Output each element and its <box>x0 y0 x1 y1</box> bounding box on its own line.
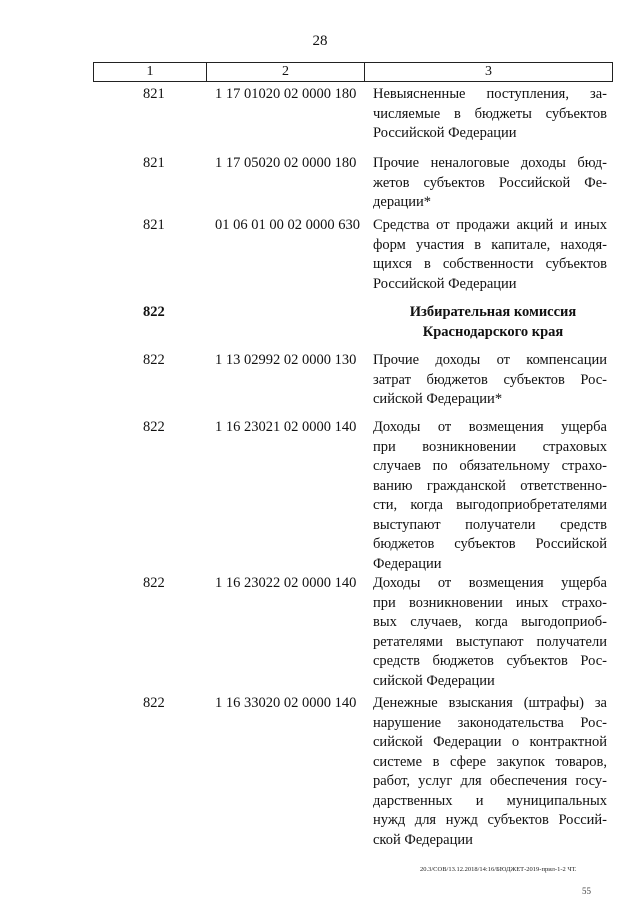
description-line: сийской Федерации о контрактной <box>373 734 607 750</box>
admin-code: 821 <box>143 86 165 102</box>
description-line: Российской Федерации <box>373 275 517 292</box>
admin-code: 822 <box>143 304 165 320</box>
description <box>373 694 607 850</box>
description-line: жетов субъектов Российской Фе- <box>373 174 607 191</box>
budget-code: 1 16 33020 02 0000 140 <box>215 695 357 711</box>
header-col-2: 2 <box>207 63 365 81</box>
description-line: средств бюджетов субъектов Рос- <box>373 653 607 669</box>
description-line: Денежные взыскания (штрафы) за <box>373 695 607 711</box>
description-line: сти, когда выгодоприобретателями <box>373 497 607 513</box>
description-line: работ, услуг для обеспечения госу- <box>373 773 607 789</box>
description-line: форм участия в капитале, находя- <box>373 236 607 253</box>
table-header <box>93 62 613 82</box>
page-number: 28 <box>312 33 328 49</box>
document-footer-code: 20.3/СОВ/13.12.2018/14:16/БЮДЖЕТ-2019-прил-1-2 ЧТ. <box>420 866 577 873</box>
description <box>373 351 607 410</box>
description-line: Доходы от возмещения ущерба <box>373 419 607 435</box>
section-heading <box>393 303 593 342</box>
description-line: ретателями выступают получатели <box>373 633 607 650</box>
description-line: при возникновении страховых <box>373 438 607 455</box>
description-line: при возникновении иных страхо- <box>373 594 607 611</box>
admin-code: 822 <box>143 352 165 368</box>
description-line: Прочие неналоговые доходы бюд- <box>373 155 607 171</box>
description-line: сийской Федерации <box>373 672 495 689</box>
description <box>373 574 607 691</box>
description-line: нарушение законодательства Рос- <box>373 714 607 731</box>
description-line: щихся в собственности субъектов <box>373 256 607 272</box>
budget-code: 1 13 02992 02 0000 130 <box>215 352 357 368</box>
description <box>373 418 607 574</box>
description-line: ской Федерации <box>373 831 473 848</box>
description <box>373 216 607 294</box>
budget-code: 1 16 23021 02 0000 140 <box>215 419 357 435</box>
description-line: Прочие доходы от компенсации <box>373 352 607 368</box>
description-line: Доходы от возмещения ущерба <box>373 575 607 591</box>
admin-code: 822 <box>143 695 165 711</box>
corner-page-mark: 55 <box>582 886 591 896</box>
description <box>373 85 607 144</box>
description-line: числяемые в бюджеты субъектов <box>373 105 607 122</box>
budget-code: 1 16 23022 02 0000 140 <box>215 575 357 591</box>
admin-code: 822 <box>143 575 165 591</box>
description-line: нужд для нужд субъектов Россий- <box>373 812 607 828</box>
description-line: затрат бюджетов субъектов Рос- <box>373 371 607 388</box>
description-line: дерации* <box>373 194 432 210</box>
budget-code: 1 17 05020 02 0000 180 <box>215 155 357 171</box>
description-line: системе в сфере закупок товаров, <box>373 753 607 770</box>
admin-code: 821 <box>143 155 165 171</box>
heading-line: Избирательная комиссия <box>409 304 577 320</box>
header-col-1: 1 <box>94 63 207 81</box>
description-line: Федерации <box>373 555 442 572</box>
description-line: вых случаев, когда выгодоприоб- <box>373 614 607 630</box>
header-col-3: 3 <box>485 64 492 79</box>
description-line: случаев по обязательному страхо- <box>373 458 607 474</box>
heading-line: Краснодарского края <box>422 323 564 340</box>
budget-code: 01 06 01 00 02 0000 630 <box>215 217 360 233</box>
budget-code: 1 17 01020 02 0000 180 <box>215 86 357 102</box>
description-line: Невыясненные поступления, за- <box>373 86 607 102</box>
description-line: выступают получатели средств <box>373 516 607 533</box>
description-line: дарственных и муниципальных <box>373 792 607 809</box>
description <box>373 154 607 213</box>
description-line: ванию гражданской ответственно- <box>373 477 607 494</box>
admin-code: 821 <box>143 217 165 233</box>
description-line: сийской Федерации* <box>373 391 503 407</box>
description-line: бюджетов субъектов Российской <box>373 536 607 552</box>
description-line: Российской Федерации <box>373 125 517 141</box>
admin-code: 822 <box>143 419 165 435</box>
description-line: Средства от продажи акций и иных <box>373 217 607 233</box>
